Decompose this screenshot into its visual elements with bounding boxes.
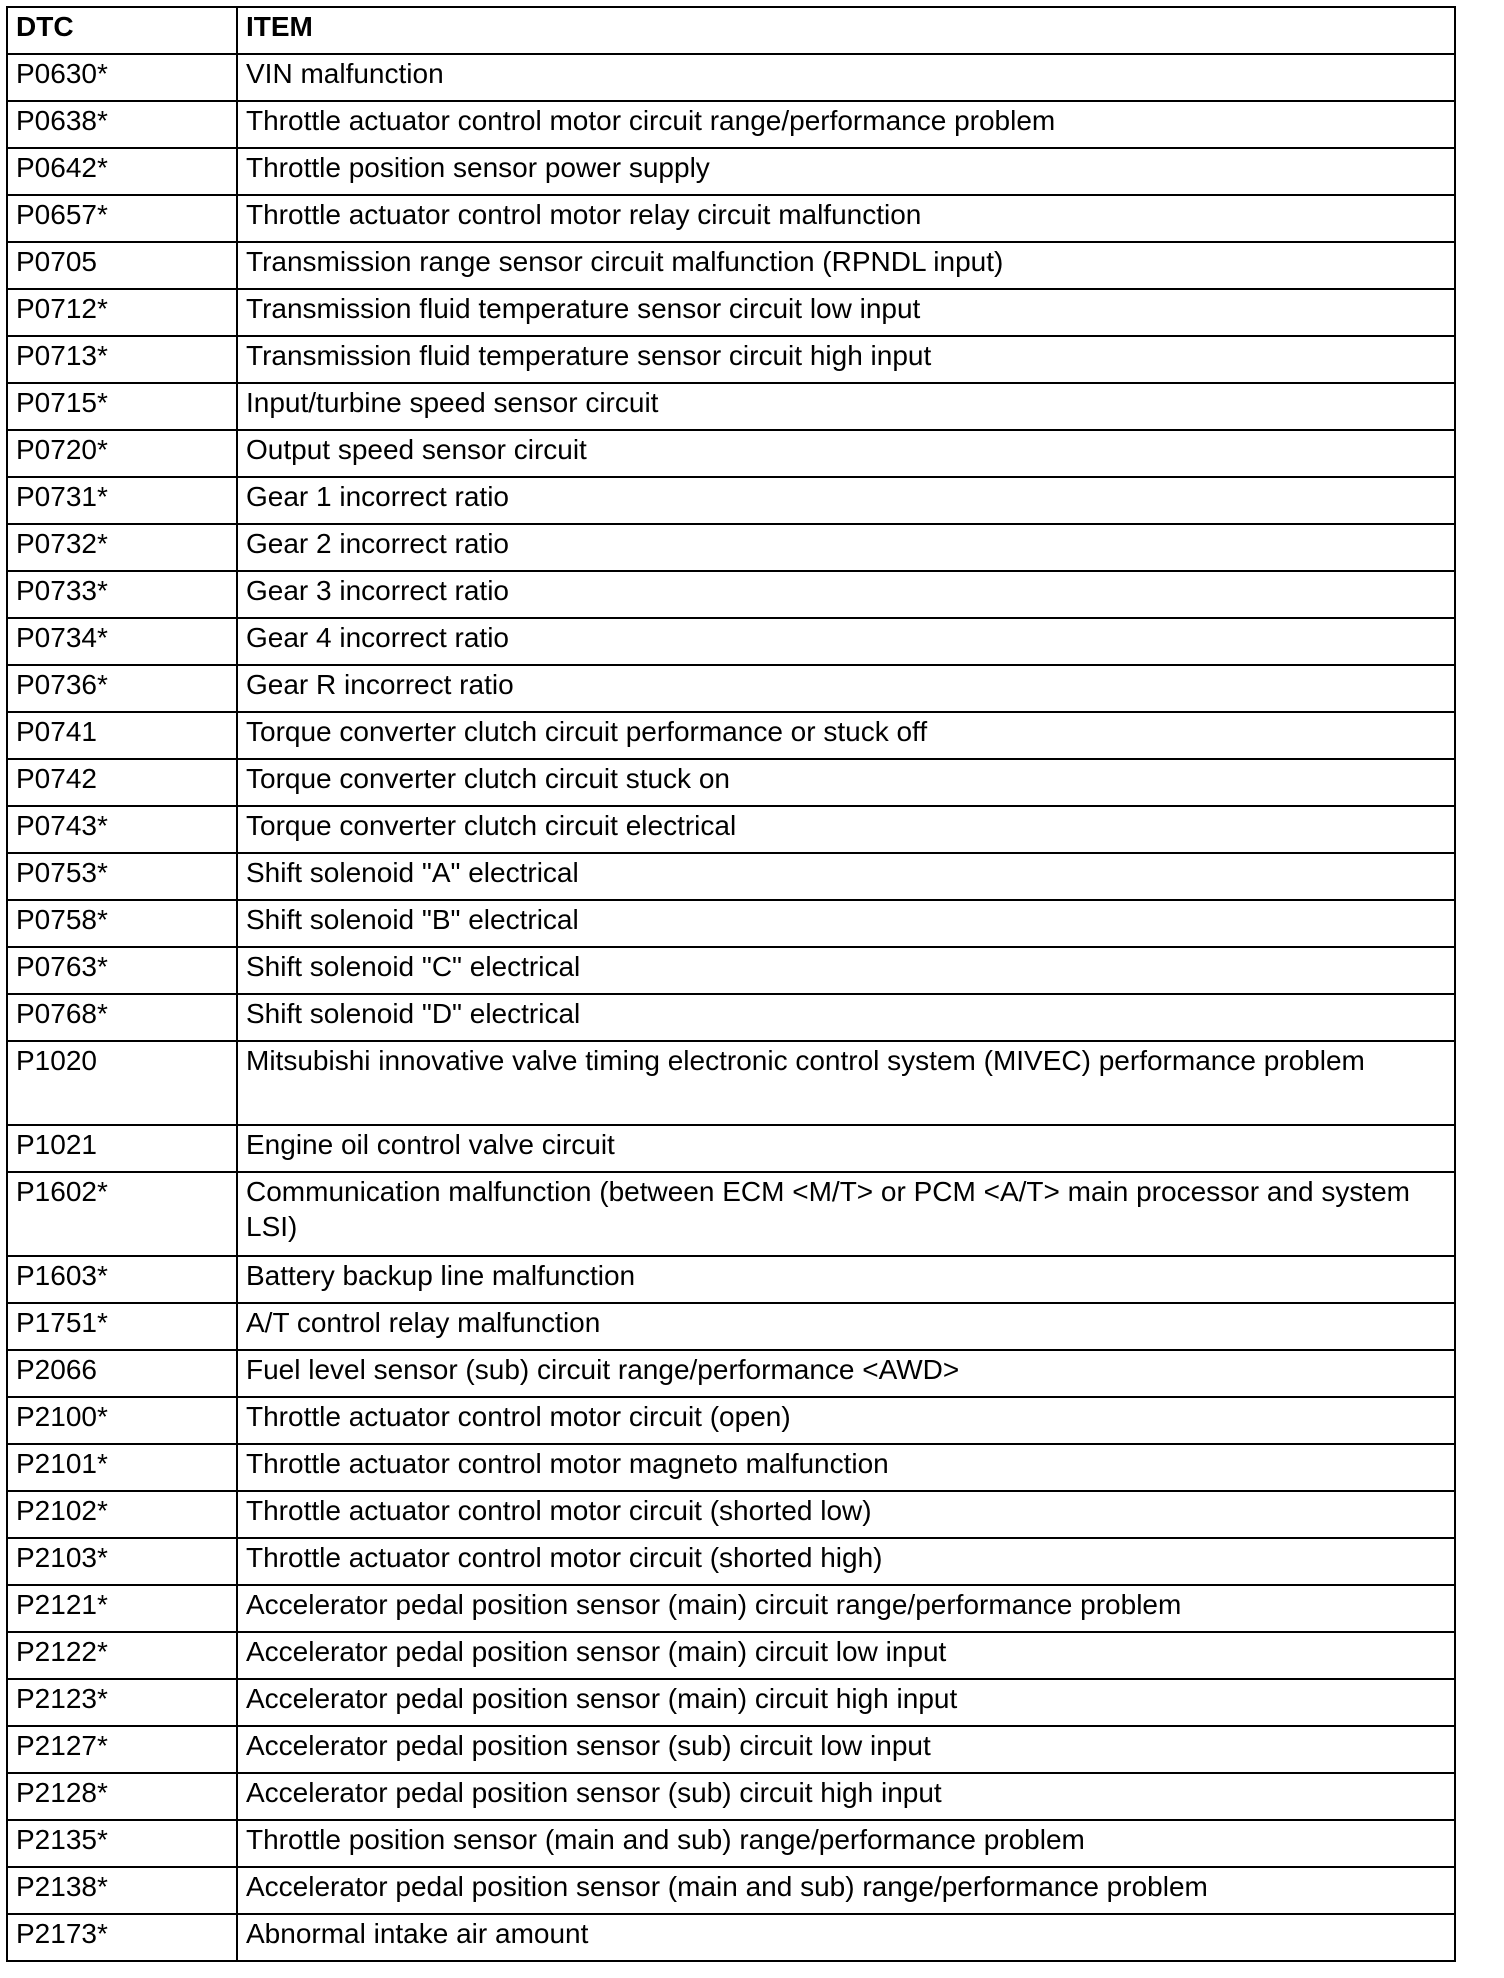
dtc-item-cell: VIN malfunction bbox=[237, 54, 1455, 101]
dtc-code-cell: P0731* bbox=[7, 477, 237, 524]
dtc-item-cell: Transmission fluid temperature sensor circuit high input bbox=[237, 336, 1455, 383]
table-row bbox=[7, 665, 1455, 712]
dtc-code-cell: P2121* bbox=[7, 1585, 237, 1632]
table-row bbox=[7, 571, 1455, 618]
table-row bbox=[7, 1867, 1455, 1914]
dtc-code-cell: P1751* bbox=[7, 1303, 237, 1350]
dtc-item-cell: Input/turbine speed sensor circuit bbox=[237, 383, 1455, 430]
dtc-code-cell: P0638* bbox=[7, 101, 237, 148]
table-row bbox=[7, 1538, 1455, 1585]
table-body bbox=[7, 54, 1455, 1961]
table-row bbox=[7, 1350, 1455, 1397]
dtc-code-cell: P0742 bbox=[7, 759, 237, 806]
dtc-code-cell: P0768* bbox=[7, 994, 237, 1041]
dtc-item-cell: Accelerator pedal position sensor (main and sub) range/performance problem bbox=[237, 1867, 1455, 1914]
dtc-item-cell: Shift solenoid "B" electrical bbox=[237, 900, 1455, 947]
table-row bbox=[7, 1820, 1455, 1867]
header-item: ITEM bbox=[237, 7, 1455, 54]
table-row bbox=[7, 618, 1455, 665]
dtc-code-cell: P0642* bbox=[7, 148, 237, 195]
table-row bbox=[7, 383, 1455, 430]
dtc-item-cell: Throttle position sensor power supply bbox=[237, 148, 1455, 195]
dtc-code-cell: P1021 bbox=[7, 1125, 237, 1172]
dtc-item-cell: Accelerator pedal position sensor (main) circuit low input bbox=[237, 1632, 1455, 1679]
table-row bbox=[7, 148, 1455, 195]
dtc-code-cell: P0736* bbox=[7, 665, 237, 712]
table-row bbox=[7, 1303, 1455, 1350]
dtc-item-cell: Communication malfunction (between ECM <M/T> or PCM <A/T> main processor and system LSI) bbox=[237, 1172, 1455, 1256]
dtc-code-cell: P2123* bbox=[7, 1679, 237, 1726]
dtc-item-cell: Mitsubishi innovative valve timing electronic control system (MIVEC) performance problem bbox=[237, 1041, 1455, 1125]
dtc-code-cell: P2103* bbox=[7, 1538, 237, 1585]
dtc-item-cell: Gear R incorrect ratio bbox=[237, 665, 1455, 712]
dtc-item-cell: Transmission range sensor circuit malfunction (RPNDL input) bbox=[237, 242, 1455, 289]
dtc-code-cell: P2127* bbox=[7, 1726, 237, 1773]
table-row bbox=[7, 430, 1455, 477]
dtc-code-cell: P2128* bbox=[7, 1773, 237, 1820]
dtc-code-cell: P1602* bbox=[7, 1172, 237, 1256]
dtc-code-cell: P1020 bbox=[7, 1041, 237, 1125]
table-row bbox=[7, 1914, 1455, 1961]
dtc-code-cell: P0720* bbox=[7, 430, 237, 477]
dtc-item-cell: Shift solenoid "D" electrical bbox=[237, 994, 1455, 1041]
dtc-item-cell: Accelerator pedal position sensor (main) circuit range/performance problem bbox=[237, 1585, 1455, 1632]
table-row bbox=[7, 1397, 1455, 1444]
dtc-code-cell: P0713* bbox=[7, 336, 237, 383]
dtc-item-cell: Throttle actuator control motor circuit (shorted high) bbox=[237, 1538, 1455, 1585]
dtc-code-cell: P2101* bbox=[7, 1444, 237, 1491]
table-row bbox=[7, 1125, 1455, 1172]
dtc-code-cell: P0741 bbox=[7, 712, 237, 759]
dtc-code-cell: P0763* bbox=[7, 947, 237, 994]
table-row bbox=[7, 806, 1455, 853]
table-row bbox=[7, 477, 1455, 524]
dtc-item-cell: Torque converter clutch circuit performance or stuck off bbox=[237, 712, 1455, 759]
dtc-code-cell: P0733* bbox=[7, 571, 237, 618]
table-row bbox=[7, 759, 1455, 806]
dtc-item-cell: Shift solenoid "C" electrical bbox=[237, 947, 1455, 994]
table-row bbox=[7, 1632, 1455, 1679]
dtc-item-cell: Output speed sensor circuit bbox=[237, 430, 1455, 477]
table-row bbox=[7, 336, 1455, 383]
dtc-item-cell: Throttle position sensor (main and sub) range/performance problem bbox=[237, 1820, 1455, 1867]
table-row bbox=[7, 1041, 1455, 1125]
dtc-item-cell: Shift solenoid "A" electrical bbox=[237, 853, 1455, 900]
dtc-item-cell: Gear 3 incorrect ratio bbox=[237, 571, 1455, 618]
dtc-item-cell: Accelerator pedal position sensor (sub) circuit high input bbox=[237, 1773, 1455, 1820]
dtc-code-cell: P0734* bbox=[7, 618, 237, 665]
dtc-code-cell: P2138* bbox=[7, 1867, 237, 1914]
dtc-code-cell: P0657* bbox=[7, 195, 237, 242]
dtc-item-cell: Throttle actuator control motor circuit range/performance problem bbox=[237, 101, 1455, 148]
table-row bbox=[7, 1679, 1455, 1726]
dtc-table bbox=[6, 6, 1456, 1962]
dtc-code-cell: P0630* bbox=[7, 54, 237, 101]
dtc-item-cell: Gear 1 incorrect ratio bbox=[237, 477, 1455, 524]
dtc-item-cell: Gear 2 incorrect ratio bbox=[237, 524, 1455, 571]
dtc-code-cell: P0732* bbox=[7, 524, 237, 571]
table-row bbox=[7, 1726, 1455, 1773]
dtc-code-cell: P2135* bbox=[7, 1820, 237, 1867]
table-row bbox=[7, 1773, 1455, 1820]
table-row bbox=[7, 289, 1455, 336]
dtc-item-cell: Throttle actuator control motor magneto malfunction bbox=[237, 1444, 1455, 1491]
dtc-item-cell: Transmission fluid temperature sensor circuit low input bbox=[237, 289, 1455, 336]
table-row bbox=[7, 1491, 1455, 1538]
table-row bbox=[7, 947, 1455, 994]
table-row bbox=[7, 900, 1455, 947]
dtc-item-cell: Torque converter clutch circuit electrical bbox=[237, 806, 1455, 853]
table-row bbox=[7, 54, 1455, 101]
header-dtc: DTC bbox=[7, 7, 237, 54]
dtc-code-cell: P1603* bbox=[7, 1256, 237, 1303]
dtc-item-cell: A/T control relay malfunction bbox=[237, 1303, 1455, 1350]
dtc-code-cell: P0715* bbox=[7, 383, 237, 430]
dtc-item-cell: Gear 4 incorrect ratio bbox=[237, 618, 1455, 665]
table-row bbox=[7, 524, 1455, 571]
table-row bbox=[7, 1256, 1455, 1303]
dtc-code-cell: P0743* bbox=[7, 806, 237, 853]
table-row bbox=[7, 1585, 1455, 1632]
table-row bbox=[7, 1172, 1455, 1256]
dtc-item-cell: Accelerator pedal position sensor (main) circuit high input bbox=[237, 1679, 1455, 1726]
dtc-code-cell: P2173* bbox=[7, 1914, 237, 1961]
dtc-item-cell: Throttle actuator control motor circuit (shorted low) bbox=[237, 1491, 1455, 1538]
dtc-item-cell: Throttle actuator control motor circuit (open) bbox=[237, 1397, 1455, 1444]
dtc-item-cell: Fuel level sensor (sub) circuit range/performance <AWD> bbox=[237, 1350, 1455, 1397]
dtc-code-cell: P0753* bbox=[7, 853, 237, 900]
dtc-code-cell: P2122* bbox=[7, 1632, 237, 1679]
table-row bbox=[7, 242, 1455, 289]
table-row bbox=[7, 994, 1455, 1041]
dtc-item-cell: Abnormal intake air amount bbox=[237, 1914, 1455, 1961]
table-row bbox=[7, 712, 1455, 759]
table-row bbox=[7, 101, 1455, 148]
dtc-item-cell: Throttle actuator control motor relay circuit malfunction bbox=[237, 195, 1455, 242]
table-row bbox=[7, 1444, 1455, 1491]
dtc-item-cell: Engine oil control valve circuit bbox=[237, 1125, 1455, 1172]
dtc-item-cell: Accelerator pedal position sensor (sub) circuit low input bbox=[237, 1726, 1455, 1773]
dtc-code-cell: P2066 bbox=[7, 1350, 237, 1397]
dtc-code-cell: P0758* bbox=[7, 900, 237, 947]
dtc-code-cell: P2102* bbox=[7, 1491, 237, 1538]
table-row bbox=[7, 853, 1455, 900]
dtc-code-cell: P0705 bbox=[7, 242, 237, 289]
table-header-row bbox=[7, 7, 1455, 54]
table-row bbox=[7, 195, 1455, 242]
dtc-item-cell: Torque converter clutch circuit stuck on bbox=[237, 759, 1455, 806]
dtc-code-cell: P2100* bbox=[7, 1397, 237, 1444]
dtc-code-cell: P0712* bbox=[7, 289, 237, 336]
dtc-item-cell: Battery backup line malfunction bbox=[237, 1256, 1455, 1303]
